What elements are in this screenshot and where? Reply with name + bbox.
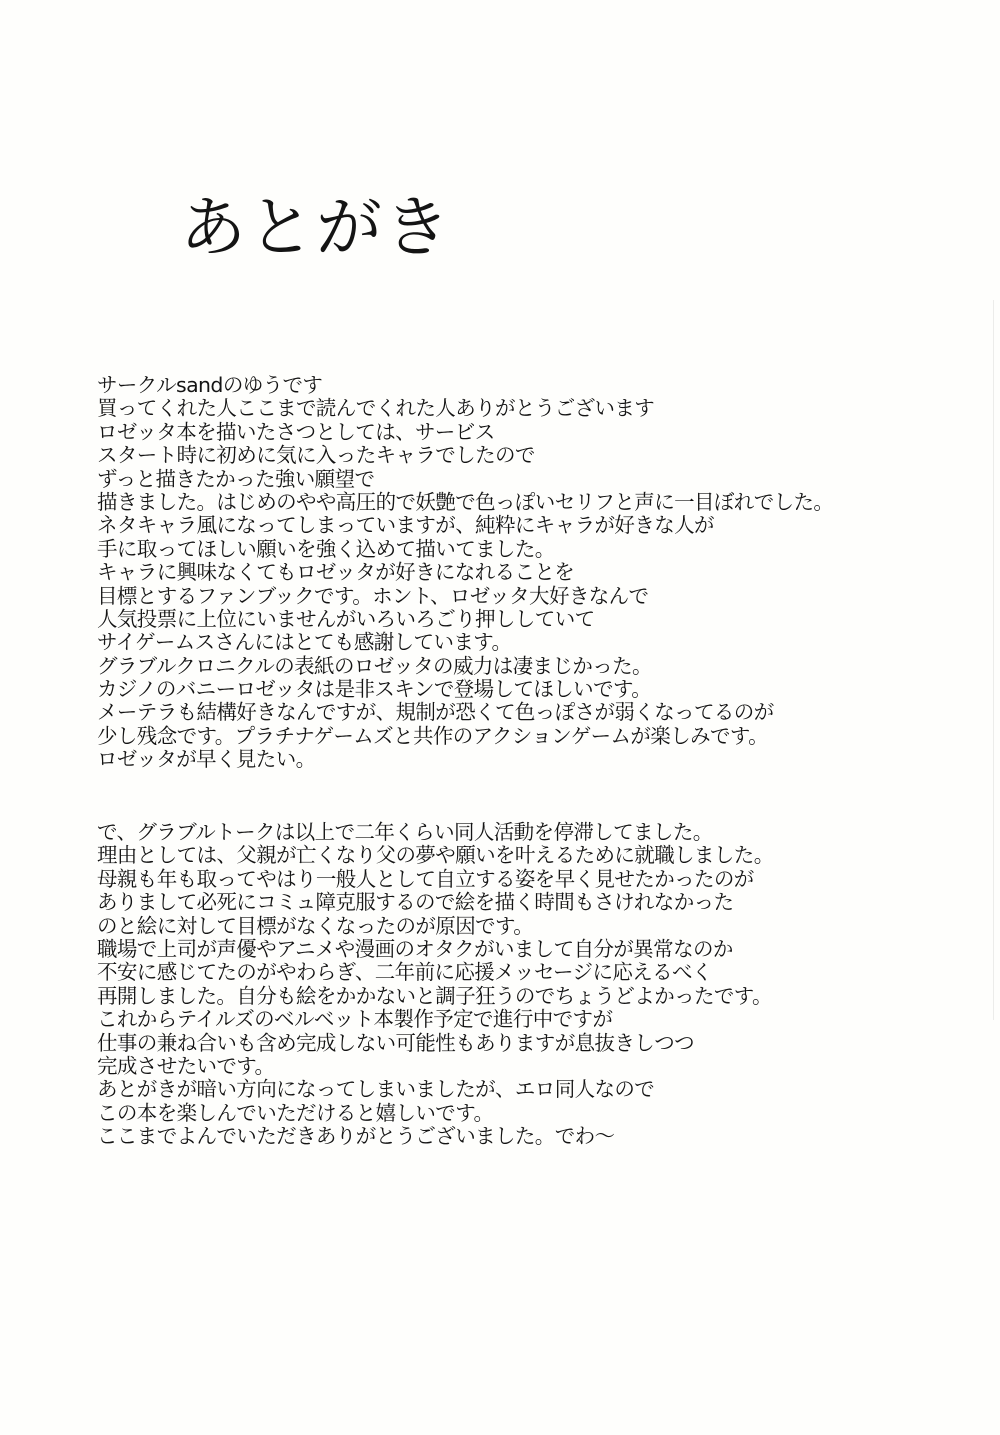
text-line: ロゼッタ本を描いたさつとしては、サービス (97, 419, 495, 444)
text-line: 描きました。はじめのやや高圧的で妖艶で色っぽいセリフと声に一目ぼれでした。 (97, 489, 834, 514)
afterword-paragraph-2 (97, 821, 977, 1148)
text-line: ありまして必死にコミュ障克服するので絵を描く時間もさけれなかった (97, 890, 734, 915)
text-line: ネタキャラ風になってしまっていますが、純粋にキャラが好きな人が (97, 513, 714, 538)
text-line: この本を楽しんでいただけると嬉しいです。 (97, 1100, 494, 1125)
text-line: グラブルクロニクルの表紙のロゼッタの威力は凄まじかった。 (97, 653, 652, 678)
text-line: 仕事の兼ね合いも含め完成しない可能性もありますが息抜きしつつ (97, 1030, 694, 1055)
text-line: 目標とするファンブックです。ホント、ロゼッタ大好きなんで (97, 583, 649, 608)
text-line: 理由としては、父親が亡くなり父の夢や願いを叶えるために就職しました。 (97, 843, 774, 868)
text-line: 完成させたいです。 (97, 1053, 275, 1078)
text-line: メーテラも結構好きなんですが、規制が恐くて色っぽさが弱くなってるのが (97, 700, 774, 725)
text-line: サイゲームスさんにはとても感謝しています。 (97, 630, 512, 655)
text-line: サークルsandのゆうです (97, 373, 323, 397)
text-line: ここまでよんでいただきありがとうございました。でわ～ (97, 1124, 615, 1149)
text-line: ロゼッタが早く見たい。 (97, 747, 316, 772)
text-line: あとがきが暗い方向になってしまいましたが、エロ同人なので (97, 1077, 655, 1102)
text-line: キャラに興味なくてもロゼッタが好きになれることを (97, 560, 575, 585)
text-line: のと絵に対して目標がなくなったのが原因です。 (97, 913, 534, 938)
text-line: 買ってくれた人ここまで読んでくれた人ありがとうございます (97, 396, 655, 421)
text-line: 手に取ってほしい願いを強く込めて描いてました。 (97, 536, 555, 561)
text-line: カジノのバニーロゼッタは是非スキンで登場してほしいです。 (97, 677, 652, 702)
text-line: ずっと描きたかった強い願望で (97, 466, 375, 491)
text-line: 少し残念です。プラチナゲームズと共作のアクションゲームが楽しみです。 (97, 723, 769, 748)
text-line: 母親も年も取ってやはり一般人として自立する姿を早く見せたかったのが (97, 866, 754, 891)
text-line: 職場で上司が声優やアニメや漫画のオタクがいまして自分が異常なのか (97, 936, 733, 961)
afterword-paragraph-1 (97, 374, 977, 772)
text-line: 人気投票に上位にいませんがいろいろごり押ししていて (97, 606, 595, 631)
text-line: これからテイルズのベルベット本製作予定で進行中ですが (97, 1007, 613, 1032)
page-edge-shadow (993, 300, 994, 1020)
text-line: スタート時に初めに気に入ったキャラでしたので (97, 443, 535, 468)
text-line: 不安に感じてたのがやわらぎ、二年前に応援メッセージに応えるべく (97, 960, 712, 985)
text-line: 再開しました。自分も絵をかかないと調子狂うのでちょうどよかったです。 (97, 983, 772, 1008)
text-line: で、グラブルトークは以上で二年くらい同人活動を停滞してました。 (97, 820, 713, 844)
afterword-title: あとがき (180, 189, 452, 266)
